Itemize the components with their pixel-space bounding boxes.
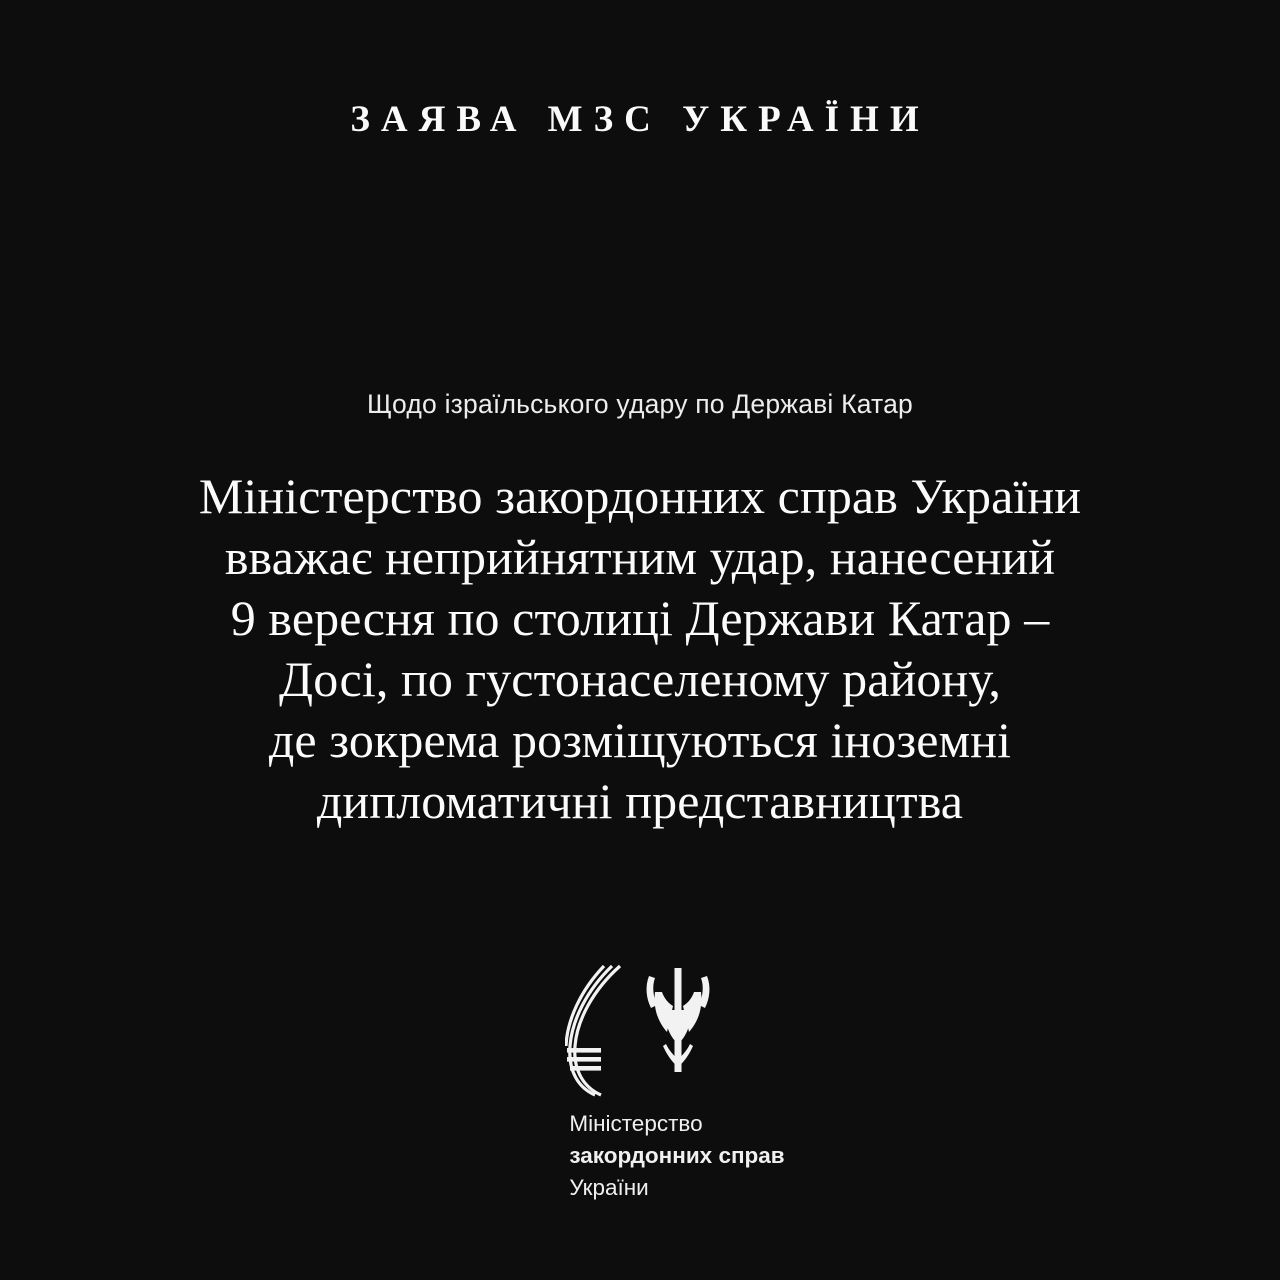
statement-line: Досі, по густонаселеному району, <box>278 651 1002 708</box>
statement-line: вважає неприйнятним удар, нанесений <box>224 529 1056 586</box>
logo-caption-line: України <box>569 1174 649 1200</box>
page-title: ЗАЯВА МЗС УКРАЇНИ <box>350 99 930 140</box>
ukraine-trident-icon <box>641 962 715 1083</box>
logo-marks <box>565 962 715 1098</box>
statement-line: Міністерство закордонних справ України <box>198 468 1082 525</box>
logo-caption <box>569 1108 784 1204</box>
ministry-logo <box>0 962 1280 1204</box>
logo-caption-line: закордонних справ <box>569 1142 785 1168</box>
mfa-wave-mark-icon <box>565 962 625 1103</box>
statement-line: 9 вересня по столиці Держави Катар – <box>230 590 1050 647</box>
statement-text <box>50 466 1230 832</box>
statement-line: де зокрема розміщуються іноземні <box>268 712 1012 769</box>
statement-subtitle: Щодо ізраїльського удару по Державі Катар <box>367 389 913 419</box>
logo-caption-line: Міністерство <box>569 1111 703 1136</box>
statement-body <box>50 387 1230 832</box>
statement-line: дипломатичні представництва <box>316 773 964 830</box>
